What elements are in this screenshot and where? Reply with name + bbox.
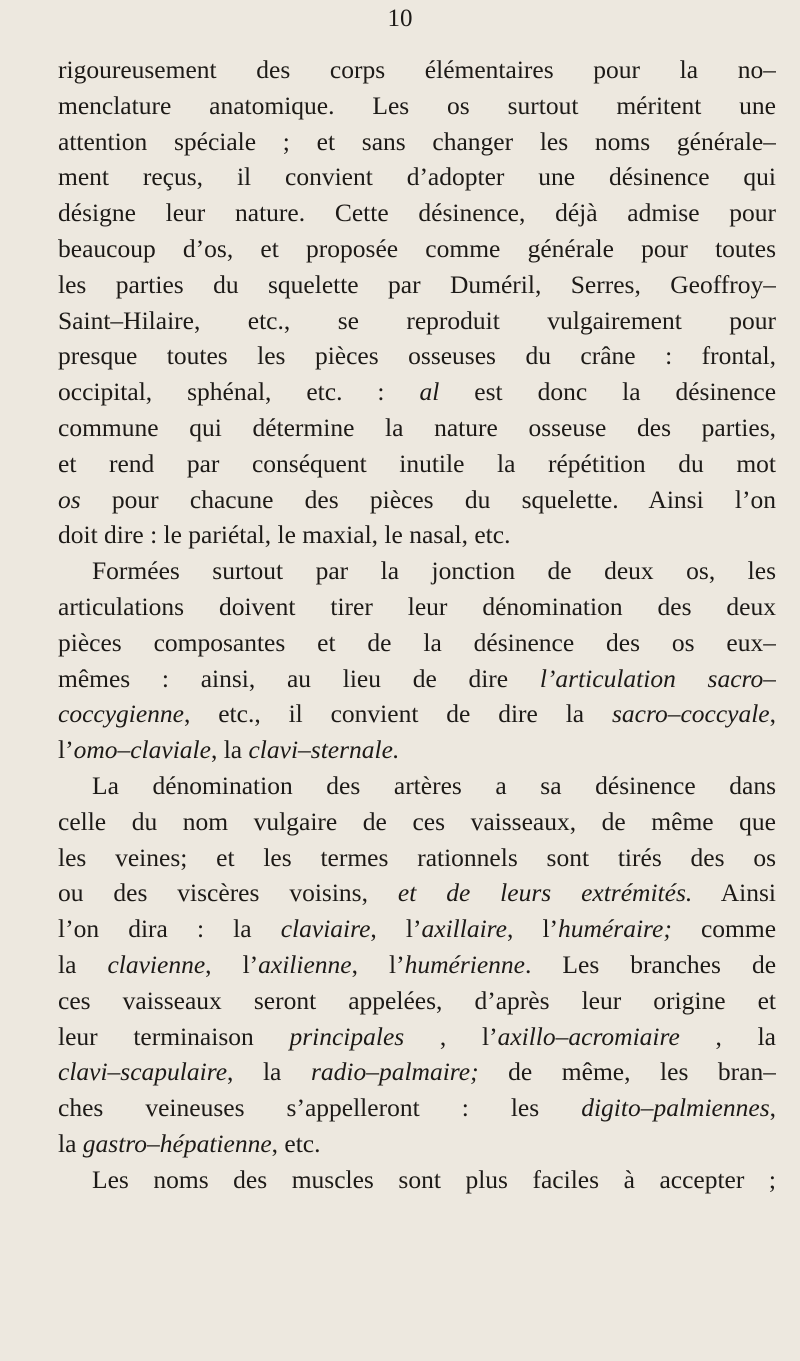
text-segment: les parties du squelette par Duméril, Serres, Geoffroy–: [58, 269, 776, 299]
text-segment: Saint–Hilaire, etc., se reproduit vulgairement pour: [58, 305, 776, 335]
text-segment: , la: [227, 1057, 311, 1087]
text-segment: ces vaisseaux seront appelées, d’après leur origine et: [58, 985, 776, 1015]
italic-text: huméraire;: [558, 914, 672, 944]
page-number: 10: [387, 5, 413, 32]
text-line: [58, 804, 776, 840]
text-segment: leur terminaison: [58, 1021, 290, 1051]
text-segment: pièces composantes et de la désinence des os eux–: [58, 627, 776, 657]
text-segment: la: [58, 949, 108, 979]
italic-text: al: [419, 377, 440, 407]
text-segment: presque toutes les pièces osseuses du crâne : frontal,: [58, 341, 776, 371]
text-segment: l’: [58, 735, 74, 765]
text-segment: ,: [769, 1093, 776, 1123]
text-segment: , la: [210, 735, 249, 765]
text-segment: ou des viscères voisins,: [58, 878, 398, 908]
text-segment: désigne leur nature. Cette désinence, déjà admise pour: [58, 198, 776, 228]
text-segment: ches veineuses s’appelleront : les: [58, 1093, 582, 1123]
text-segment: mêmes : ainsi, au lieu de dire: [58, 663, 540, 693]
text-line: [58, 124, 776, 160]
text-line: [58, 410, 776, 446]
text-segment: La dénomination des artères a sa désinence dans: [92, 770, 776, 800]
text-segment: commune qui détermine la nature osseuse des parties,: [58, 412, 776, 442]
text-segment: et rend par conséquent inutile la répétition du mot: [58, 448, 776, 478]
text-line: [58, 88, 776, 124]
italic-text: clavi–scapulaire: [58, 1057, 228, 1087]
text-segment: la: [58, 1128, 83, 1158]
italic-text: gastro–hépatienne: [82, 1128, 272, 1158]
text-line: [58, 840, 776, 876]
text-line: [58, 553, 776, 589]
text-line: [58, 1126, 776, 1162]
italic-text: humérienne: [404, 949, 526, 979]
text-line: [58, 768, 776, 804]
text-segment: Ainsi: [692, 878, 776, 908]
text-segment: , l’: [404, 1021, 498, 1051]
italic-text: coccygienne: [58, 699, 184, 729]
text-line: [58, 732, 776, 768]
body-text: [58, 52, 776, 1198]
text-line: [58, 661, 776, 697]
text-line: [58, 1090, 776, 1126]
italic-text: l’articulation sacro–: [539, 663, 776, 693]
text-segment: celle du nom vulgaire de ces vaisseaux, de même que: [58, 806, 776, 836]
text-line: [58, 231, 776, 267]
text-segment: Les noms des muscles sont plus faciles à accepter ;: [92, 1164, 776, 1194]
italic-text: clavienne: [107, 949, 206, 979]
italic-text: clavi–sternale.: [248, 735, 400, 765]
text-line: [58, 696, 776, 732]
text-segment: , l’: [205, 949, 259, 979]
text-line: [58, 195, 776, 231]
text-segment: comme: [671, 914, 776, 944]
text-line: [58, 875, 776, 911]
text-segment: les veines; et les termes rationnels sont tirés des os: [58, 842, 776, 872]
text-line: [58, 267, 776, 303]
italic-text: axilienne: [258, 949, 352, 979]
text-segment: , l’: [506, 914, 559, 944]
text-segment: doit dire : le pariétal, le maxial, le nasal, etc.: [58, 520, 511, 550]
text-line: [58, 1054, 776, 1090]
italic-text: principales: [289, 1021, 405, 1051]
text-segment: occipital, sphénal, etc. :: [58, 377, 420, 407]
italic-text: axillo–acromiaire: [497, 1021, 680, 1051]
italic-text: omo–claviale: [73, 735, 211, 765]
text-line: [58, 338, 776, 374]
italic-text: radio–palmaire;: [310, 1057, 479, 1087]
text-segment: est donc la désinence: [439, 377, 776, 407]
italic-text: digito–palmiennes: [581, 1093, 770, 1123]
text-segment: rigoureusement des corps élémentaires pour la no–: [58, 55, 776, 84]
text-segment: menclature anatomique. Les os surtout méritent une: [58, 90, 776, 120]
italic-text: sacro–coccyale: [611, 699, 770, 729]
text-line: [58, 947, 776, 983]
text-segment: ,: [769, 699, 776, 729]
text-line: [58, 52, 776, 88]
text-line: [58, 517, 776, 553]
text-segment: beaucoup d’os, et proposée comme générale pour toutes: [58, 233, 776, 263]
text-line: [58, 303, 776, 339]
text-segment: Formées surtout par la jonction de deux os, les: [92, 556, 776, 586]
text-line: [58, 1019, 776, 1055]
text-line: [58, 1162, 776, 1198]
italic-text: claviaire: [280, 914, 371, 944]
text-segment: , l’: [370, 914, 422, 944]
text-line: [58, 482, 776, 518]
text-segment: , la: [679, 1021, 776, 1051]
text-segment: l’on dira : la: [58, 914, 281, 944]
text-line: [58, 374, 776, 410]
text-segment: , l’: [351, 949, 405, 979]
text-line: [58, 446, 776, 482]
text-segment: de même, les bran–: [478, 1057, 776, 1087]
italic-text: os: [58, 484, 81, 514]
text-segment: , etc.: [271, 1128, 321, 1158]
text-line: [58, 625, 776, 661]
text-line: [58, 589, 776, 625]
text-segment: . Les branches de: [525, 949, 776, 979]
text-segment: ment reçus, il convient d’adopter une désinence qui: [58, 162, 776, 192]
text-segment: articulations doivent tirer leur dénomination des deux: [58, 591, 776, 621]
text-line: [58, 159, 776, 195]
italic-text: axillaire: [421, 914, 507, 944]
text-line: [58, 983, 776, 1019]
text-segment: pour chacune des pièces du squelette. Ainsi l’on: [80, 484, 776, 514]
text-line: [58, 911, 776, 947]
text-segment: attention spéciale ; et sans changer les noms générale–: [58, 126, 776, 156]
italic-text: et de leurs extrémités.: [397, 878, 693, 908]
text-segment: , etc., il convient de dire la: [184, 699, 612, 729]
